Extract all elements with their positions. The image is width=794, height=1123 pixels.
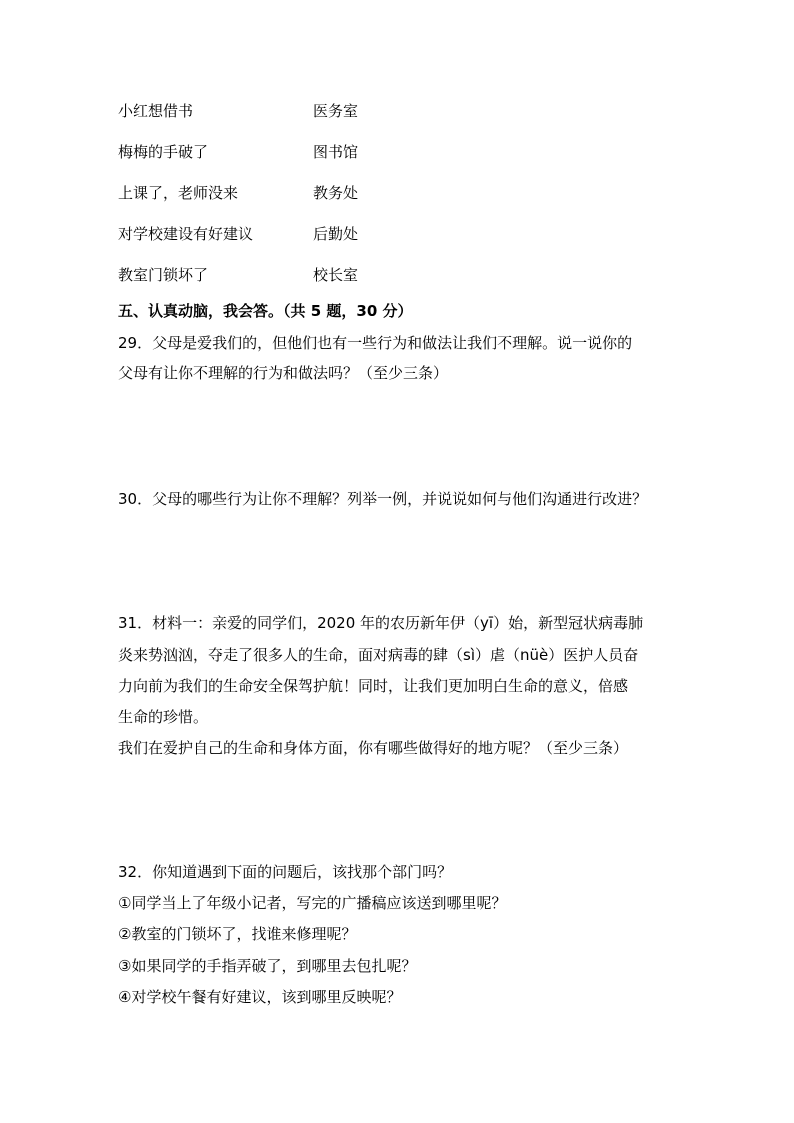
- question-subitem: ③如果同学的手指弄破了，到哪里去包扎呢？: [118, 957, 417, 975]
- matching-right-item: 后勤处: [313, 225, 359, 243]
- question-text: 32．你知道遇到下面的问题后，该找那个部门吗？: [118, 863, 453, 881]
- question-text: 30．父母的哪些行为让你不理解？列举一例，并说说如何与他们沟通进行改进？: [118, 490, 648, 508]
- matching-left-item: 对学校建设有好建议: [118, 225, 254, 243]
- question-text: 炎来势汹汹，夺走了很多人的生命，面对病毒的肆（sì）虐（nüè）医护人员奋: [118, 646, 639, 664]
- matching-right-item: 校长室: [313, 266, 359, 284]
- question-text: 29．父母是爱我们的，但他们也有一些行为和做法让我们不理解。说一说你的: [118, 334, 633, 352]
- matching-left-item: 上课了，老师没来: [118, 184, 239, 202]
- matching-right-item: 图书馆: [313, 143, 359, 161]
- matching-left-item: 教室门锁坏了: [118, 266, 209, 284]
- question-text: 父母有让你不理解的行为和做法吗？（至少三条）: [118, 364, 449, 382]
- question-subitem: ④对学校午餐有好建议，该到哪里反映呢？: [118, 988, 402, 1006]
- section-title: 五、认真动脑，我会答。（共 5 题，30 分）: [118, 302, 413, 320]
- matching-left-item: 小红想借书: [118, 102, 194, 120]
- question-subitem: ②教室的门锁坏了，找谁来修理呢？: [118, 925, 357, 943]
- question-text: 我们在爱护自己的生命和身体方面，你有哪些做得好的地方呢？（至少三条）: [118, 739, 629, 757]
- matching-right-item: 医务室: [313, 102, 359, 120]
- question-text: 力向前为我们的生命安全保驾护航！同时，让我们更加明白生命的意义，倍感: [118, 677, 629, 695]
- matching-right-item: 教务处: [313, 184, 359, 202]
- question-text: 31．材料一：亲爱的同学们，2020 年的农历新年伊（yī）始，新型冠状病毒肺: [118, 614, 644, 632]
- question-text: 生命的珍惜。: [118, 708, 209, 726]
- matching-left-item: 梅梅的手破了: [118, 143, 209, 161]
- question-subitem: ①同学当上了年级小记者，写完的广播稿应该送到哪里呢？: [118, 894, 507, 912]
